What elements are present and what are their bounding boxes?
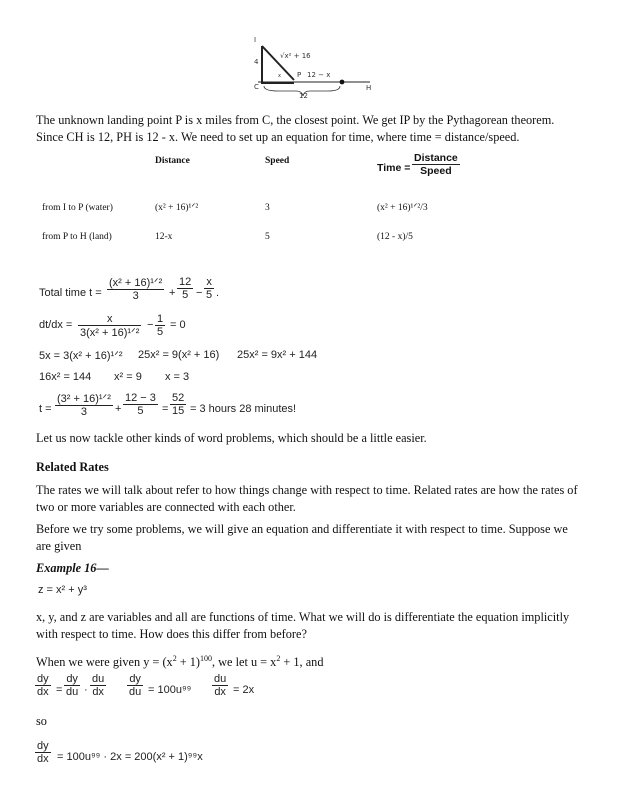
paragraph-rates: The rates we will talk about refer to how things change with respect to time. Related rates are how the rates of two or more variables are connected with each other.	[36, 483, 578, 514]
frac-numerator: (3² + 16)¹ᐟ²	[57, 393, 111, 405]
table-row-time: (x² + 16)¹ᐟ²/3	[377, 203, 428, 213]
algebra-step: 25x² = 9x² + 144	[237, 349, 318, 361]
total-time-frac-2	[177, 276, 193, 301]
chain-eq: =	[56, 684, 63, 696]
table-header-speed: Speed	[265, 156, 290, 166]
frac-numerator: du	[92, 673, 105, 685]
table-header-time-lhs: Time =	[377, 162, 411, 174]
table-row-distance: 12-x	[155, 232, 173, 242]
chain-rhs-2x: = 2x	[233, 684, 255, 696]
table-row-speed: 5	[265, 232, 270, 242]
algebra-step: x = 3	[165, 371, 190, 383]
label-x: x	[278, 73, 281, 79]
paragraph-xyz: x, y, and z are variables and all are functions of time. What we will do is differentiate the equation implicitly with respect to time. How does this differ from before?	[36, 610, 570, 641]
table-row-label: from I to P (water)	[42, 203, 113, 213]
derivative-end: = 0	[170, 319, 186, 331]
chain-frac-dy-du-2	[127, 673, 143, 698]
t-plus: +	[115, 403, 122, 415]
text-run: + 1, and	[280, 655, 324, 670]
frac-denominator: 5	[137, 405, 144, 417]
frac-denominator: 5	[157, 326, 164, 338]
frac-numerator: dy	[37, 673, 49, 685]
paragraph-when	[36, 650, 584, 671]
algebra-step: x² = 9	[114, 371, 142, 383]
derivative-prefix: dt/dx =	[39, 319, 73, 331]
heading-related-rates: Related Rates	[36, 460, 109, 474]
algebra-step: 5x = 3(x² + 16)¹ᐟ²	[39, 350, 123, 362]
text-run: When we were given y = (x	[36, 655, 173, 670]
frac-numerator: 12 − 3	[125, 392, 156, 404]
label-4: 4	[254, 58, 259, 66]
t-frac-3	[170, 392, 186, 417]
time-fraction-numerator: Distance	[414, 152, 458, 164]
frac-denominator: 5	[182, 289, 189, 301]
algebra-step: 16x² = 144	[39, 371, 92, 383]
frac-denominator: dx	[37, 753, 49, 765]
table-row-time: (12 - x)/5	[377, 232, 413, 242]
algebra-step: 25x² = 9(x² + 16)	[138, 349, 220, 361]
chain-frac-dy-dx	[35, 673, 51, 698]
t-prefix: t =	[39, 403, 52, 415]
time-fraction-denominator: Speed	[420, 165, 452, 177]
text-sup: 100	[200, 654, 213, 663]
label-h: H	[366, 84, 372, 92]
label-p: P	[297, 71, 302, 79]
text-run: , we let u = x	[212, 655, 277, 670]
total-time-prefix: Total time t =	[39, 287, 102, 299]
example-heading: Example 16—	[36, 561, 109, 575]
text-sup: 2	[172, 654, 177, 663]
point-h	[340, 80, 345, 85]
total-time-plus: +	[169, 287, 176, 299]
final-derivative-rhs: = 100u⁹⁹ · 2x = 200(x² + 1)⁹⁹x	[57, 751, 203, 763]
frac-numerator: 12	[179, 276, 192, 288]
chain-frac-du-dx-2	[212, 673, 228, 698]
frac-denominator: du	[66, 686, 79, 698]
chain-frac-du-dx	[90, 673, 106, 698]
label-i: I	[254, 36, 257, 44]
derivative-frac-1	[78, 313, 141, 339]
total-time-frac-1	[107, 276, 164, 302]
chain-frac-dy-du	[64, 673, 80, 698]
frac-denominator: 3(x² + 16)¹ᐟ²	[80, 327, 140, 339]
label-12-minus-x: 12 − x	[307, 71, 331, 79]
table-row-label: from P to H (land)	[42, 232, 112, 242]
total-time-frac-3	[204, 276, 214, 301]
paragraph-transition: Let us now tackle other kinds of word problems, which should be a little easier.	[36, 431, 427, 445]
paragraph-before: Before we try some problems, we will give an equation and differentiate it with respect to time. Suppose we are given	[36, 522, 568, 553]
frac-numerator: x	[78, 313, 141, 326]
frac-denominator: dx	[214, 686, 226, 698]
frac-denominator: 15	[172, 405, 185, 417]
table-header-distance: Distance	[155, 156, 190, 166]
text-run: + 1)	[176, 655, 201, 670]
frac-numerator: du	[214, 673, 227, 685]
frac-denominator: du	[129, 686, 142, 698]
text-sup: 2	[276, 654, 281, 663]
derivative-frac-2	[155, 313, 165, 338]
frac-numerator: dy	[64, 673, 80, 686]
total-time-minus: −	[196, 287, 203, 299]
so-text: so	[36, 714, 47, 728]
t-result: = 3 hours 28 minutes!	[190, 403, 297, 415]
frac-denominator: 3	[132, 290, 139, 302]
intro-paragraph: The unknown landing point P is x miles from C, the closest point. We get IP by the Pythagorean theorem. Since CH is 12, PH is 12 - x. We need to set up an equation for time, where time = distance/speed.	[36, 113, 555, 144]
chain-dot: ·	[84, 684, 88, 696]
equation-z: z = x² + y³	[38, 584, 87, 596]
frac-numerator: dy	[37, 740, 49, 752]
frac-numerator: 52	[172, 392, 185, 404]
t-eq: =	[162, 403, 169, 415]
triangle-diagram	[248, 36, 378, 102]
table-row-distance: (x² + 16)¹ᐟ²	[155, 203, 199, 213]
chain-rhs-100u99: = 100u⁹⁹	[148, 684, 192, 696]
label-hypotenuse: √x² + 16	[280, 52, 311, 60]
frac-numerator: x	[204, 276, 214, 289]
t-frac-1	[55, 392, 113, 418]
frac-denominator: 3	[80, 406, 87, 418]
derivative-minus: −	[147, 319, 154, 331]
frac-numerator: dy	[127, 673, 143, 686]
frac-numerator: (x² + 16)¹ᐟ²	[109, 277, 163, 289]
label-12: 12	[299, 92, 308, 100]
final-frac-dy-dx	[35, 740, 51, 765]
table-header-time-fraction	[412, 152, 460, 177]
label-c: C	[254, 83, 259, 91]
frac-denominator: dx	[37, 686, 49, 698]
frac-denominator: 5	[206, 289, 213, 301]
frac-numerator: 1	[157, 313, 164, 325]
total-time-end: .	[216, 287, 220, 299]
t-frac-2	[123, 392, 158, 417]
table-row-speed: 3	[265, 203, 270, 213]
frac-denominator: dx	[92, 686, 104, 698]
